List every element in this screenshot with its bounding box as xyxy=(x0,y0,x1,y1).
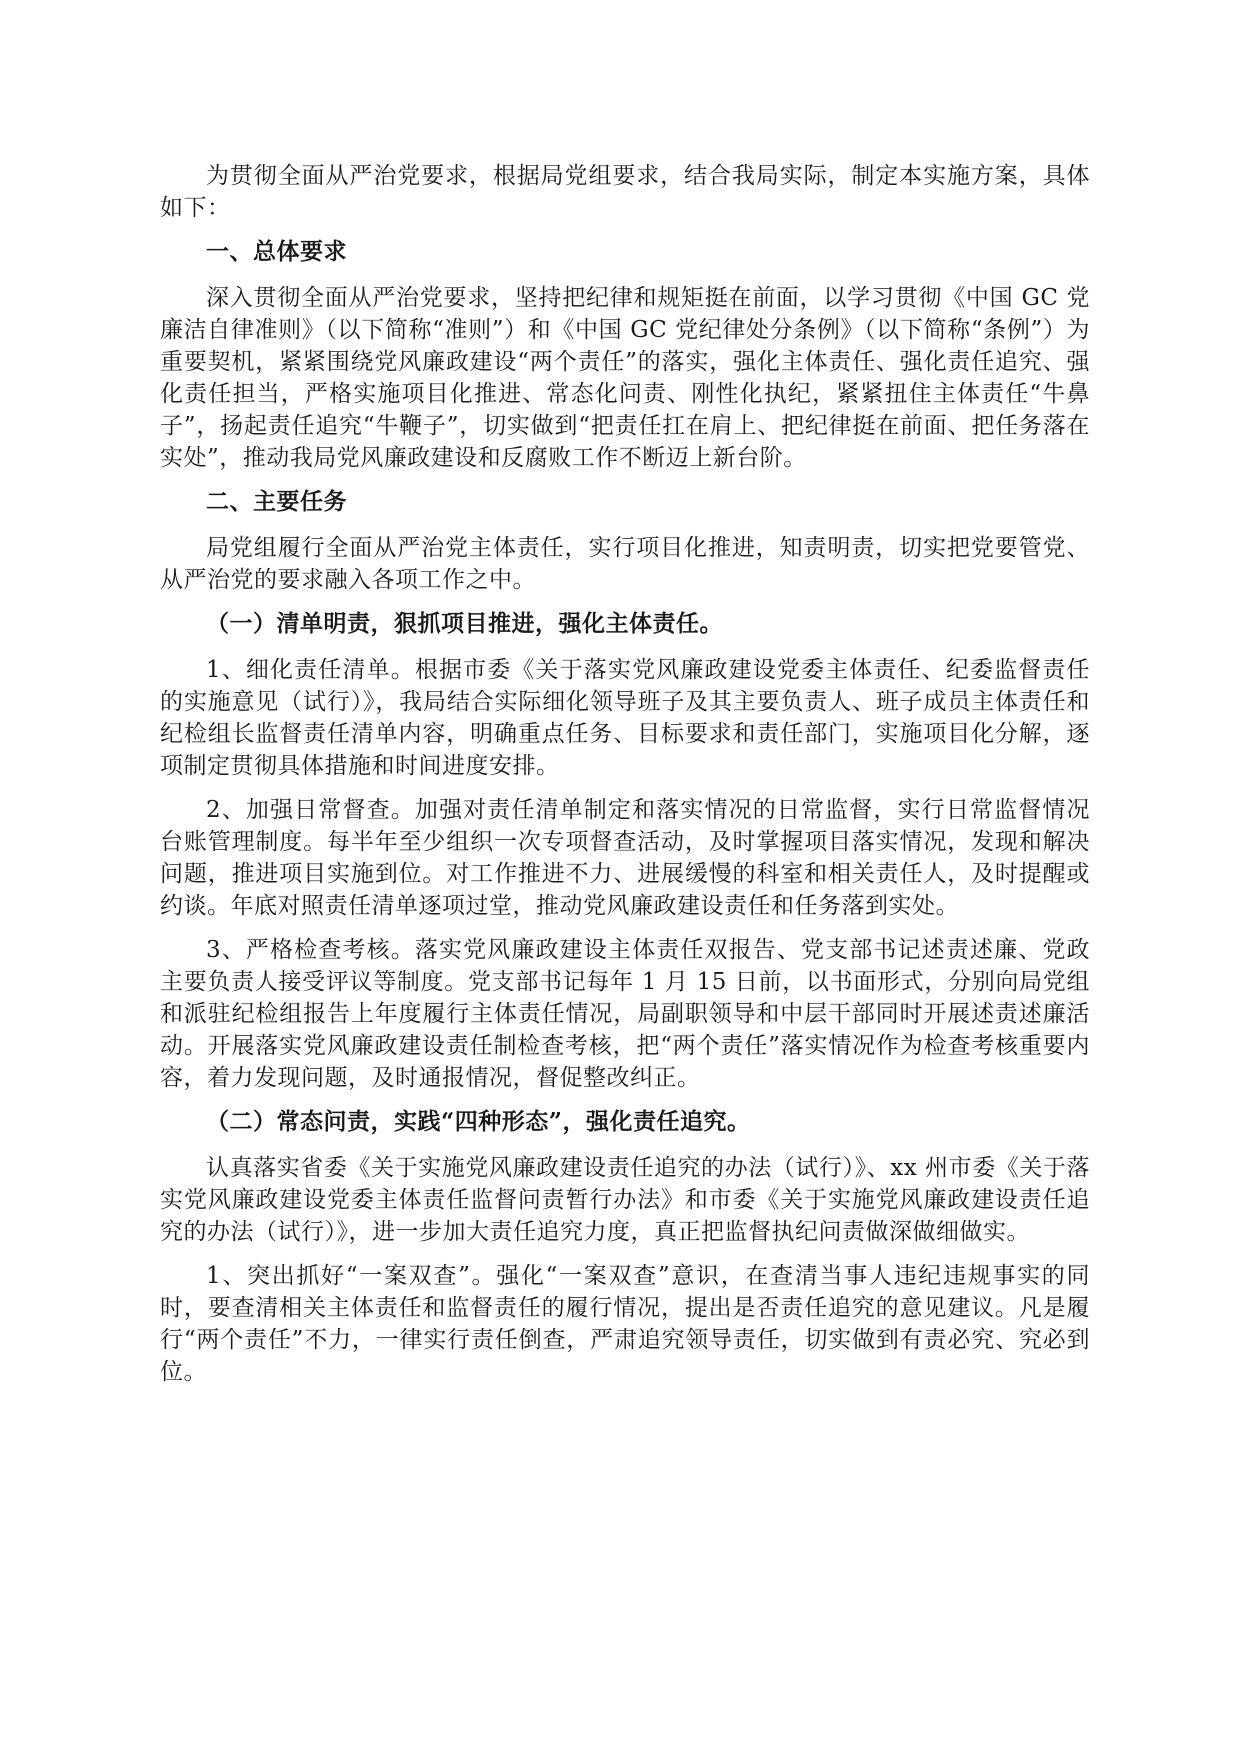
subsection-2-paragraph: 认真落实省委《关于实施党风廉政建设责任追究的办法（试行）》、xx 州市委《关于落实党风廉政建设党委主体责任监督问责暂行办法》和市委《关于实施党风廉政建设责任追究的办法（试行）》，进一步加大责任追究力度，真正把监督执纪问责做深做细做实。 xyxy=(160,1155,1090,1245)
subsection-1-item-3: 3、严格检查考核。落实党风廉政建设主体责任双报告、党支部书记述责述廉、党政主要负责人接受评议等制度。党支部书记每年 1 月 15 日前，以书面形式，分别向局党组和派驻纪检组报告上年度履行主体责任情况，局副职领导和中层干部同时开展述责述廉活动。开展落实党风廉政建设责任制检查考核，把“两个责任”落实情况作为检查考核重要内容，着力发现问题，及时通报情况，督促整改纠正。 xyxy=(160,937,1090,1091)
subsection-2-heading: （二）常态问责，实践“四种形态”，强化责任追究。 xyxy=(206,1108,751,1135)
subsection-1-item-2: 2、加强日常督查。加强对责任清单制定和落实情况的日常监督，实行日常监督情况台账管理制度。每半年至少组织一次专项督查活动，及时掌握项目落实情况，发现和解决问题，推进项目实施到位。对工作推进不力、进展缓慢的科室和相关责任人，及时提醒或约谈。年底对照责任清单逐项过堂，推动党风廉政建设责任和任务落到实处。 xyxy=(160,797,1090,919)
section-1-heading: 一、总体要求 xyxy=(206,238,347,265)
section-2-heading: 二、主要任务 xyxy=(206,488,347,515)
document-page xyxy=(160,160,1090,1400)
intro-paragraph: 为贯彻全面从严治党要求，根据局党组要求，结合我局实际，制定本实施方案，具体如下： xyxy=(160,163,1090,221)
subsection-2-item-1: 1、突出抓好“一案双查”。强化“一案双查”意识，在查清当事人违纪违规事实的同时，要查清相关主体责任和监督责任的履行情况，提出是否责任追究的意见建议。凡是履行“两个责任”不力，一律实行责任倒查，严肃追究领导责任，切实做到有责必究、究必到位。 xyxy=(160,1263,1090,1385)
subsection-1-item-1: 1、细化责任清单。根据市委《关于落实党风廉政建设党委主体责任、纪委监督责任的实施意见（试行）》，我局结合实际细化领导班子及其主要负责人、班子成员主体责任和纪检组长监督责任清单内容，明确重点任务、目标要求和责任部门，实施项目化分解，逐项制定贯彻具体措施和时间进度安排。 xyxy=(160,657,1090,779)
section-1-paragraph: 深入贯彻全面从严治党要求，坚持把纪律和规矩挺在前面，以学习贯彻《中国 GC 党廉洁自律准则》（以下简称“准则”）和《中国 GC 党纪律处分条例》（以下简称“条例”）为重要契机，紧紧围绕党风廉政建设“两个责任”的落实，强化主体责任、强化责任追究、强化责任担当，严格实施项目化推进、常态化问责、刚性化执纪，紧紧扭住主体责任“牛鼻子”，扬起责任追究“牛鞭子”，切实做到“把责任扛在肩上、把纪律挺在前面、把任务落在实处”，推动我局党风廉政建设和反腐败工作不断迈上新台阶。 xyxy=(160,285,1090,471)
subsection-1-heading: （一）清单明责，狠抓项目推进，强化主体责任。 xyxy=(206,610,723,637)
section-2-paragraph: 局党组履行全面从严治党主体责任，实行项目化推进，知责明责，切实把党要管党、从严治党的要求融入各项工作之中。 xyxy=(160,535,1090,593)
